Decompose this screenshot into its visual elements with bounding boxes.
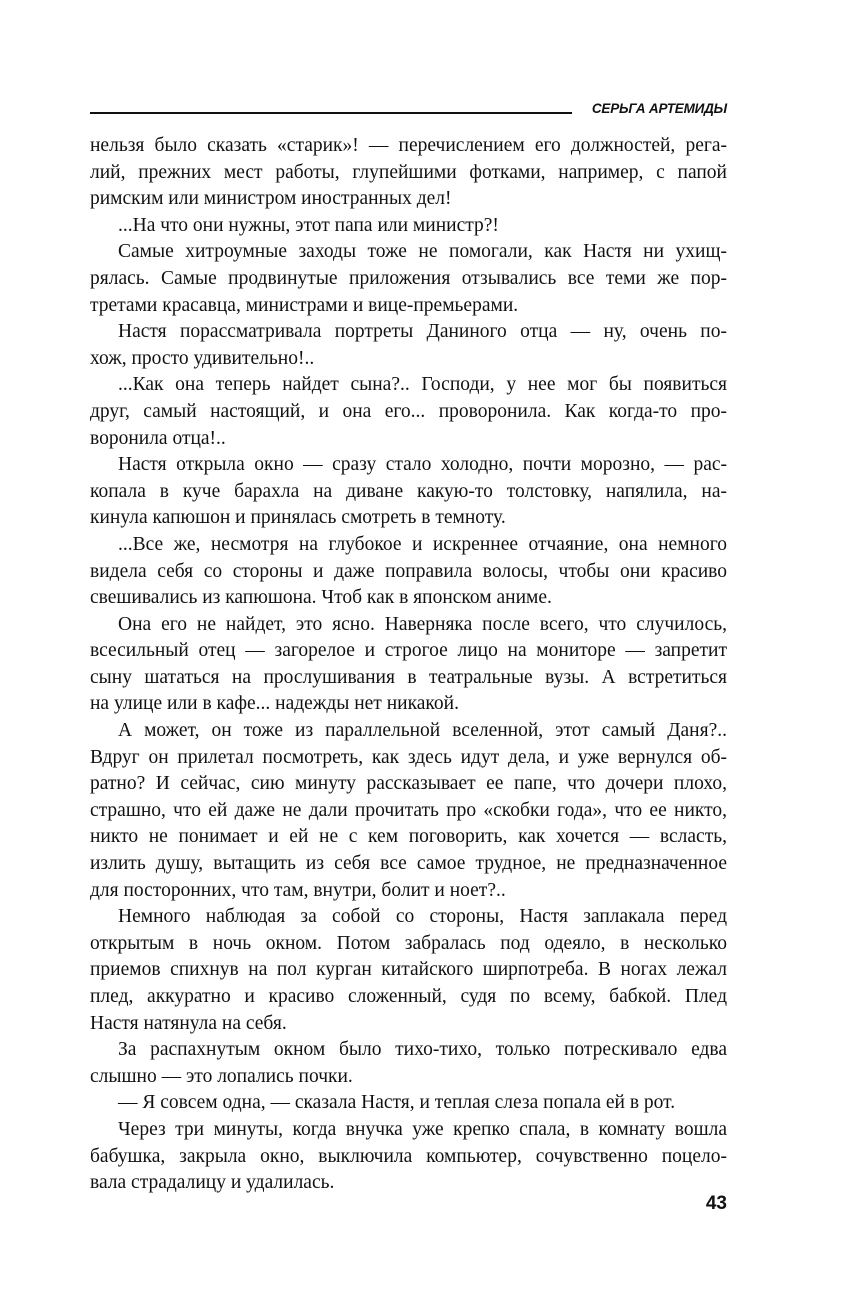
text-line: кинула капюшон и принялась смотреть в темноту. [90, 507, 506, 529]
text-line: лий, прежних мест работы, глупейшими фотками, например, с папой [90, 161, 727, 183]
text-line: Через три минуты, когда внучка уже крепко спала, в комнату вошла [118, 1118, 727, 1140]
text-line: римским или министром иностранных дел! [90, 188, 452, 210]
text-line: рялась. Самые продвинутые приложения отзывались все теми же пор- [90, 267, 727, 289]
text-line: излить душу, вытащить из себя все самое трудное, не предназначенное [90, 853, 727, 875]
text-line: Настя натянула на себя. [90, 1012, 287, 1034]
text-line: Самые хитроумные заходы тоже не помогали, как Настя ни ухищ- [118, 241, 727, 263]
text-line: бабушка, закрыла окно, выключила компьютер, сочувственно поцело- [90, 1145, 727, 1167]
text-line: слышно — это лопались почки. [90, 1065, 353, 1087]
text-line: свешивались из капюшона. Чтоб как в японском аниме. [90, 587, 552, 609]
header-rule [90, 112, 572, 114]
text-line: ратно? И сейчас, сию минуту рассказывает ее папе, что дочери плохо, [90, 773, 727, 795]
text-line: копала в куче барахла на диване какую-то толстовку, напялила, на- [90, 480, 727, 502]
paragraph [90, 133, 727, 213]
paragraph [90, 904, 727, 1037]
text-line: Настя открыла окно — сразу стало холодно, почти морозно, — рас- [118, 454, 727, 476]
paragraph [90, 239, 727, 319]
text-line: Немного наблюдая за собой со стороны, Настя заплакала перед [118, 906, 727, 928]
paragraph [90, 452, 727, 532]
text-line: ...Все же, несмотря на глубокое и искреннее отчаяние, она немного [118, 533, 727, 555]
text-line: друг, самый настоящий, и она его... проворонила. Как когда-то про- [90, 400, 727, 422]
text-line: нельзя было сказать «старик»! — перечислением его должностей, рега- [90, 135, 727, 156]
page-number: 43 [705, 1193, 727, 1214]
paragraph [90, 372, 727, 452]
text-line: на улице или в кафе... надежды нет никакой. [90, 693, 459, 715]
text-line: Она его не найдет, это ясно. Наверняка после всего, что случилось, [118, 613, 727, 635]
text-line: видела себя со стороны и даже поправила волосы, чтобы они красиво [90, 560, 727, 582]
paragraph [90, 1037, 727, 1090]
text-line: всесильный отец — загорелое и строгое лицо на мониторе — запретит [90, 640, 727, 662]
text-line: вала страдалицу и удалилась. [90, 1172, 335, 1194]
text-line: А может, он тоже из параллельной вселенной, этот самый Даня?.. [118, 720, 727, 742]
text-line: хож, просто удивительно!.. [90, 347, 315, 369]
paragraph [90, 1090, 727, 1117]
text-line: ...На что они нужны, этот папа или министр?! [118, 214, 499, 236]
paragraph [90, 718, 727, 904]
body-text [90, 133, 727, 1197]
paragraph [90, 213, 727, 240]
text-line: воронила отца!.. [90, 427, 226, 449]
text-line: — Я совсем одна, — сказала Настя, и теплая слеза попала ей в рот. [118, 1092, 676, 1114]
text-line: плед, аккуратно и красиво сложенный, судя по всему, бабкой. Плед [90, 986, 727, 1007]
text-line: ...Как она теперь найдет сына?.. Господи, у нее мог бы появиться [118, 374, 727, 396]
text-line: открытым в ночь окном. Потом забралась под одеяло, в несколько [90, 932, 727, 954]
paragraph [90, 532, 727, 612]
paragraph [90, 1117, 727, 1197]
paragraph [90, 612, 727, 718]
text-line: сыну шататься на прослушивания в театральные вузы. А встретиться [90, 666, 727, 688]
text-line: страшно, что ей даже не дали прочитать про «скобки года», что ее никто, [90, 799, 727, 821]
running-title: СЕРЬГА АРТЕМИДЫ [591, 101, 727, 116]
text-line: третами красавца, министрами и вице-премьерами. [90, 294, 519, 316]
text-line: За распахнутым окном было тихо-тихо, только потрескивало едва [118, 1039, 727, 1061]
text-line: приемов спихнув на пол курган китайского ширпотреба. В ногах лежал [90, 959, 727, 981]
running-header [90, 100, 727, 120]
text-line: для посторонних, что там, внутри, болит и ноет?.. [90, 879, 506, 901]
text-line: Вдруг он прилетал посмотреть, как здесь идут дела, и уже вернулся об- [90, 746, 727, 768]
paragraph [90, 319, 727, 372]
text-line: никто не понимает и ей не с кем поговорить, как хочется — всласть, [90, 826, 727, 848]
text-line: Настя порассматривала портреты Даниного отца — ну, очень по- [118, 321, 727, 343]
